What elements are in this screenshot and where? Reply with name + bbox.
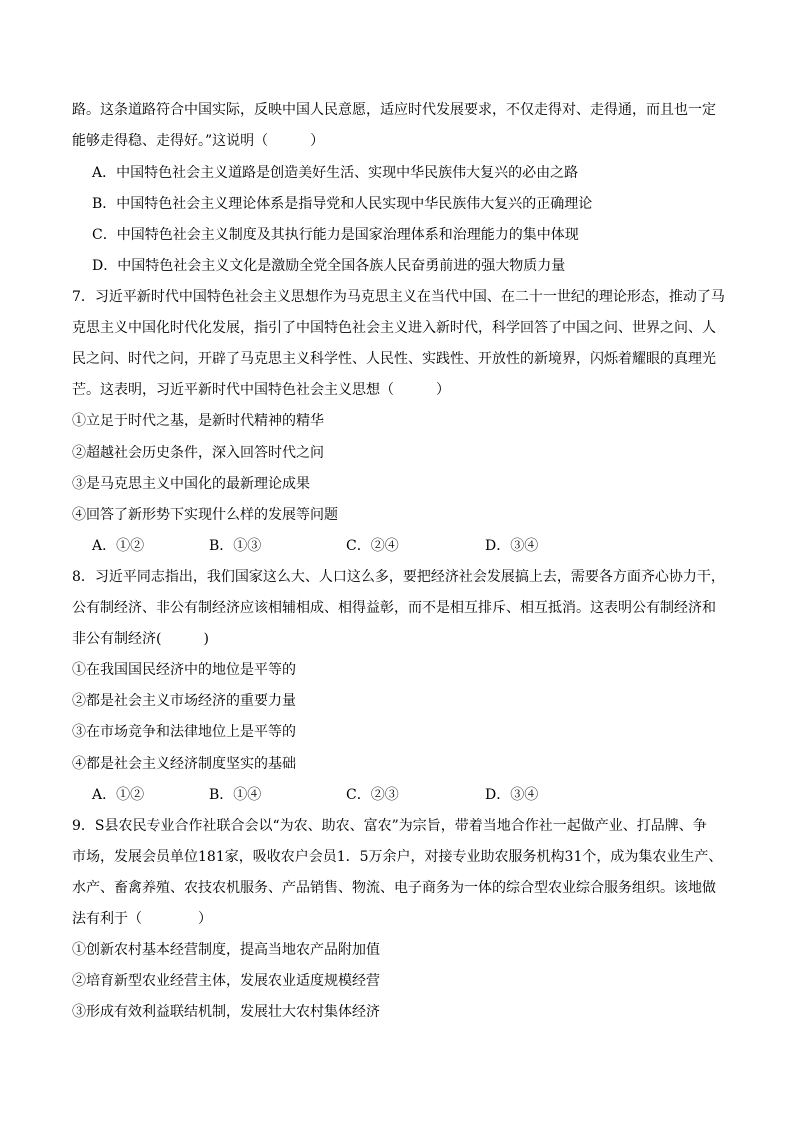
q7-choice-d: D．③④ (485, 538, 539, 554)
q6-option-c: C．中国特色社会主义制度及其执行能力是国家治理体系和治理能力的集中体现 (92, 227, 579, 243)
q8-statement-2: ②都是社会主义市场经济的重要力量 (72, 693, 296, 709)
q8-choice-b: B．①④ (209, 787, 262, 803)
q9-stem-line: 水产、畜禽养殖、农技农机服务、产品销售、物流、电子商务为一体的综合型农业综合服务组织。该地做 (72, 880, 716, 896)
q7-stem-line: 克思主义中国化时代化发展，指引了中国特色社会主义进入新时代，科学回答了中国之问、世界之问、人 (72, 320, 716, 336)
q7-stem-line: 芒。这表明，习近平新时代中国特色社会主义思想（ ） (72, 382, 450, 398)
q8-stem-line: 公有制经济、非公有制经济应该相辅相成、相得益彰，而不是相互排斥、相互抵消。这表明公有制经济和 (72, 600, 716, 616)
q9-statement-3: ③形成有效利益联结机制，发展壮大农村集体经济 (72, 1004, 380, 1020)
q8-statement-1: ①在我国国民经济中的地位是平等的 (72, 662, 296, 678)
q6-option-b: B．中国特色社会主义理论体系是指导党和人民实现中华民族伟大复兴的正确理论 (92, 196, 593, 212)
q8-choice-a: A．①② (92, 787, 145, 803)
q8-stem-line: 非公有制经济( ) (72, 631, 209, 647)
q7-statement-2: ②超越社会历史条件，深入回答时代之问 (72, 445, 324, 461)
q8-choice-c: C．②③ (346, 787, 399, 803)
q9-stem-line: 市场，发展会员单位181家，吸收农户会员1．5万余户，对接专业助农服务机构31个，成为集农业生产、 (72, 849, 723, 865)
q9-stem-line: 9．S县农民专业合作社联合会以“为农、助农、富农”为宗旨，带着当地合作社一起做产业、打品牌、争 (72, 818, 707, 834)
q7-statement-3: ③是马克思主义中国化的最新理论成果 (72, 476, 310, 492)
q7-statement-4: ④回答了新形势下实现什么样的发展等问题 (72, 507, 338, 523)
q7-stem-line: 民之问、时代之问，开辟了马克思主义科学性、人民性、实践性、开放性的新境界，闪烁着耀眼的真理光 (72, 351, 716, 367)
q7-choice-b: B．①③ (209, 538, 262, 554)
q7-choice-a: A．①② (92, 538, 145, 554)
q6-option-a: A．中国特色社会主义道路是创造美好生活、实现中华民族伟大复兴的必由之路 (92, 165, 579, 181)
q8-statement-4: ④都是社会主义经济制度坚实的基础 (72, 756, 296, 772)
q7-choices (92, 536, 732, 556)
q8-stem-line: 8．习近平同志指出，我们国家这么大、人口这么多，要把经济社会发展搞上去，需要各方面齐心协力干， (72, 569, 725, 585)
q6-stem-line: 路。这条道路符合中国实际，反映中国人民意愿，适应时代发展要求，不仅走得对、走得通，而且也一定 (72, 102, 716, 118)
q6-stem-line: 能够走得稳、走得好。”这说明（ ） (72, 133, 325, 149)
q7-stem-line: 7．习近平新时代中国特色社会主义思想作为马克思主义在当代中国、在二十一世纪的理论形态，推动了马 (72, 289, 725, 305)
q9-statement-1: ①创新农村基本经营制度，提高当地农产品附加值 (72, 942, 380, 958)
q7-choice-c: C．②④ (346, 538, 399, 554)
q8-choice-d: D．③④ (485, 787, 539, 803)
q8-choices (92, 785, 732, 805)
q8-statement-3: ③在市场竞争和法律地位上是平等的 (72, 724, 296, 740)
q9-stem-line: 法有利于（ ） (72, 911, 212, 927)
q9-statement-2: ②培育新型农业经营主体，发展农业适度规模经营 (72, 973, 380, 989)
q7-statement-1: ①立足于时代之基，是新时代精神的精华 (72, 413, 324, 429)
q6-option-d: D．中国特色社会主义文化是激励全党全国各族人民奋勇前进的强大物质力量 (92, 258, 566, 274)
